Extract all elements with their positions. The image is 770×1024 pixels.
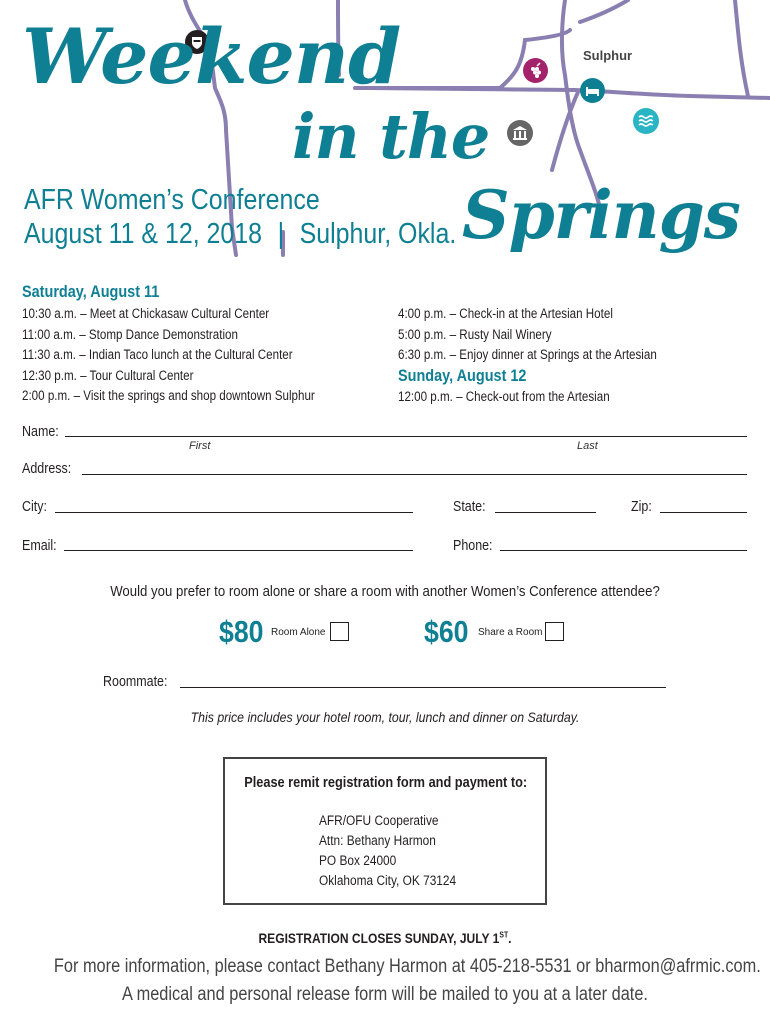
saturday-list-left xyxy=(22,304,315,407)
grapes-icon xyxy=(523,58,548,83)
event-date-location xyxy=(24,218,456,251)
room-alone-price: $80 xyxy=(219,614,264,649)
room-question: Would you prefer to room alone or share a room with another Women’s Conference attendee? xyxy=(110,583,660,600)
saturday-heading: Saturday, August 11 xyxy=(22,282,160,301)
zip-field[interactable] xyxy=(660,512,747,513)
price-note: This price includes your hotel room, tour, lunch and dinner on Saturday. xyxy=(190,709,580,725)
bed-icon xyxy=(580,78,605,103)
schedule-item: 12:00 p.m. – Check-out from the Artesian xyxy=(398,389,610,404)
remit-box xyxy=(223,757,547,905)
schedule-item: 11:00 a.m. – Stomp Dance Demonstration xyxy=(22,326,238,342)
schedule-item: 5:00 p.m. – Rusty Nail Winery xyxy=(398,326,552,342)
share-room-label: Share a Room xyxy=(478,627,543,638)
email-label: Email: xyxy=(22,538,57,554)
city-field[interactable] xyxy=(55,512,413,513)
room-alone-label: Room Alone xyxy=(271,627,326,638)
address-line: PO Box 24000 xyxy=(319,853,397,868)
name-label: Name: xyxy=(22,424,59,440)
first-name-caption: First xyxy=(189,440,211,452)
roommate-label: Roommate: xyxy=(103,674,168,690)
remit-address xyxy=(319,811,518,891)
share-room-checkbox[interactable] xyxy=(545,622,564,641)
roommate-field[interactable] xyxy=(180,687,666,688)
museum-icon xyxy=(507,120,533,146)
address-line: Attn: Bethany Harmon xyxy=(319,833,436,848)
name-field[interactable] xyxy=(65,436,747,437)
room-alone-checkbox[interactable] xyxy=(330,622,349,641)
phone-label: Phone: xyxy=(453,538,493,554)
schedule-item: 12:30 p.m. – Tour Cultural Center xyxy=(22,367,194,383)
event-date: August 11 & 12, 2018 xyxy=(24,218,263,250)
title-springs: Springs xyxy=(462,176,740,254)
state-field[interactable] xyxy=(495,512,596,513)
remit-heading: Please remit registration form and payment to: xyxy=(244,775,528,791)
sunday-heading: Sunday, August 12 xyxy=(398,366,527,385)
schedule-item: 10:30 a.m. – Meet at Chickasaw Cultural Center xyxy=(22,306,270,321)
release-note: A medical and personal release form will be mailed to you at a later date. xyxy=(122,984,648,1005)
saturday-list-right xyxy=(398,304,657,366)
city-label: City: xyxy=(22,499,47,515)
deadline-text: REGISTRATION CLOSES SUNDAY, JULY 1 xyxy=(258,930,500,946)
schedule-item: 2:00 p.m. – Visit the springs and shop downtown Sulphur xyxy=(22,388,315,403)
schedule-item: 11:30 a.m. – Indian Taco lunch at the Cultural Center xyxy=(22,347,293,362)
address-line: AFR/OFU Cooperative xyxy=(319,813,439,828)
last-name-caption: Last xyxy=(577,440,598,452)
zip-label: Zip: xyxy=(631,499,652,515)
deadline-period: . xyxy=(508,930,512,946)
schedule-item: 6:30 p.m. – Enjoy dinner at Springs at the Artesian xyxy=(398,347,657,362)
event-name: AFR Women’s Conference xyxy=(24,184,320,216)
registration-deadline xyxy=(54,930,716,946)
sunday-list xyxy=(398,387,610,408)
title-in-the: in the xyxy=(292,100,490,173)
address-field[interactable] xyxy=(82,474,747,475)
water-waves-icon xyxy=(633,108,659,134)
deadline-superscript: ST xyxy=(499,930,509,940)
state-label: State: xyxy=(453,499,486,515)
town-label: Sulphur xyxy=(583,48,633,63)
title-weekend: Weekend xyxy=(22,12,401,101)
schedule-item: 4:00 p.m. – Check-in at the Artesian Hotel xyxy=(398,306,613,321)
contact-info: For more information, please contact Bethany Harmon at 405-218-5531 or bharmon@afrmic.com. xyxy=(53,956,761,977)
address-line: Oklahoma City, OK 73124 xyxy=(319,873,457,888)
email-field[interactable] xyxy=(64,550,413,551)
event-location: Sulphur, Okla. xyxy=(299,218,457,250)
share-room-price: $60 xyxy=(424,614,469,649)
phone-field[interactable] xyxy=(500,550,747,551)
address-label: Address: xyxy=(22,461,72,477)
separator: | xyxy=(277,218,285,250)
